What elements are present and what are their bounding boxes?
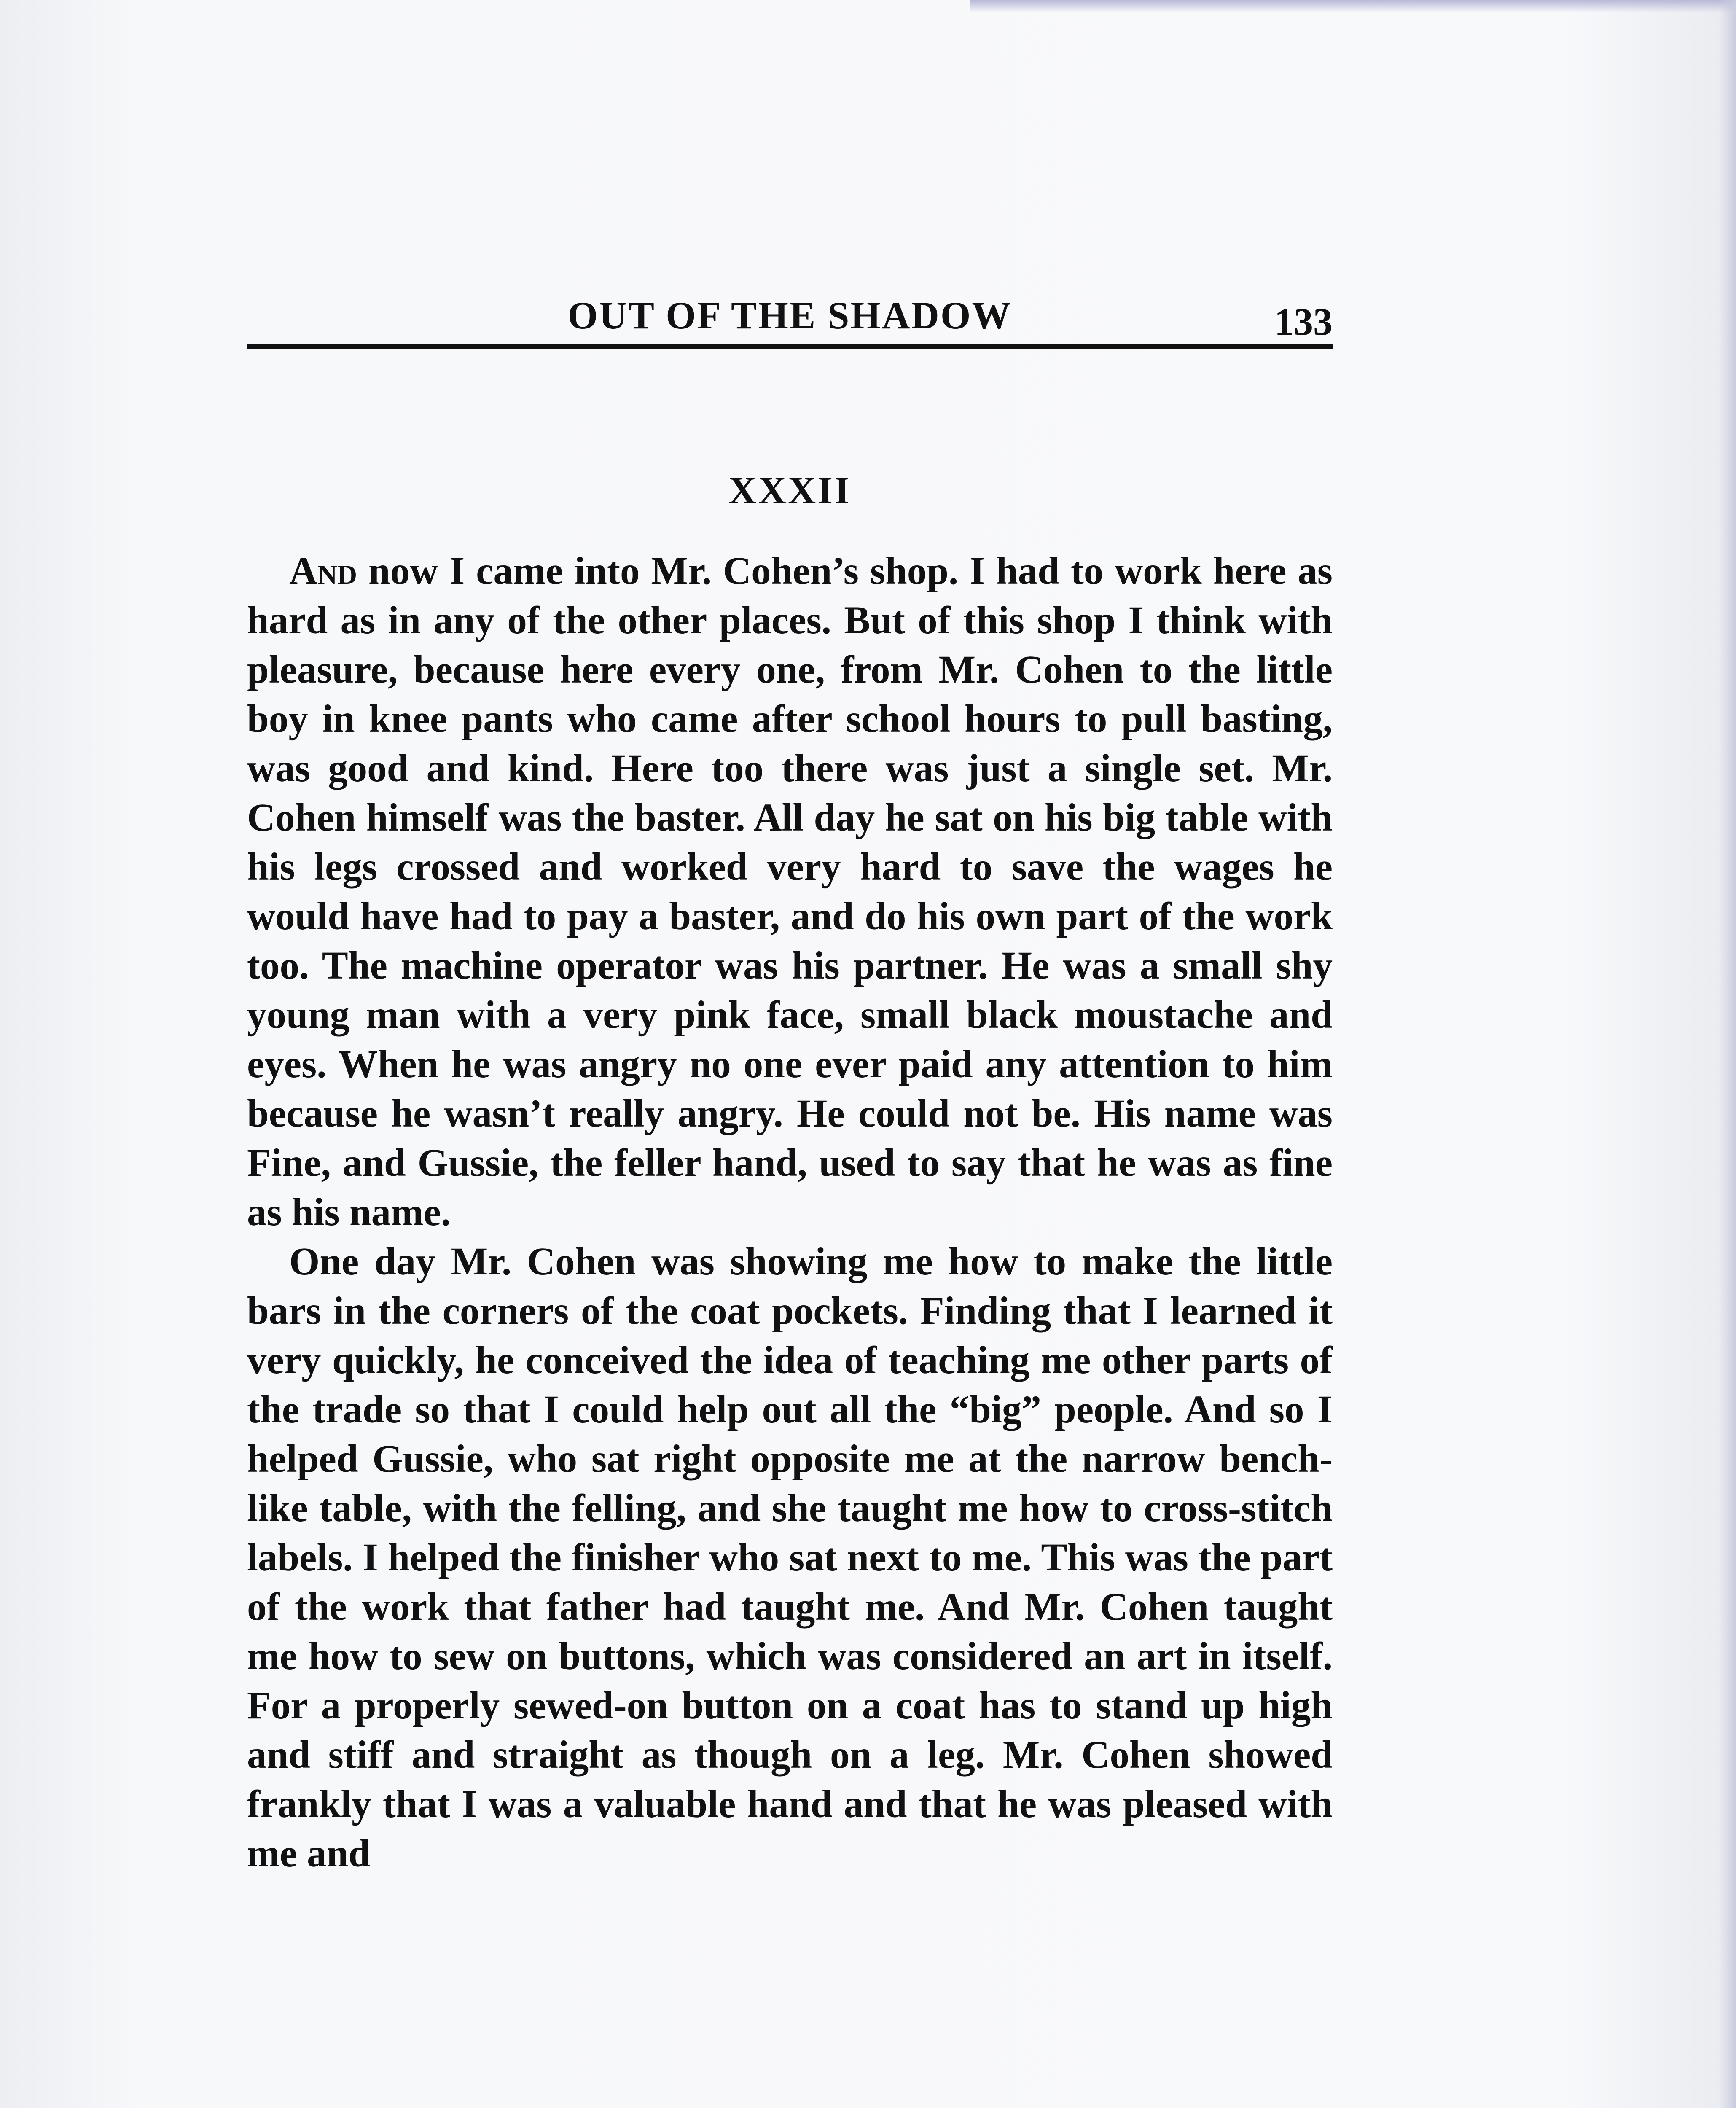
body-text <box>247 546 1333 1878</box>
paragraph-text: now I came into Mr. Cohen’s shop. I had to work here as hard as in any of the other places. But of this shop I think with pleasure, because here every one, from Mr. Cohen to the little boy in knee pants who came after school hours to pull basting, was good and kind. Here too there was just a single set. Mr. Cohen himself was the baster. All day he sat on his big table with his legs crossed and worked very hard to save the wages he would have had to pay a baster, and do his own part of the work too. The machine operator was his partner. He was a small shy young man with a very pink face, small black moustache and eyes. When he was angry no one ever paid any attention to him because he wasn’t really angry. He could not be. His name was Fine, and Gussie, the feller hand, used to say that he was as fine as his name. <box>247 549 1333 1234</box>
chapter-number: XXXII <box>728 469 851 512</box>
scan-edge-right <box>1719 0 1736 2108</box>
running-head <box>247 270 1333 343</box>
running-title: OUT OF THE SHADOW <box>567 294 1012 337</box>
paragraph-lead-word: And <box>289 549 357 593</box>
scan-edge-top <box>970 0 1736 13</box>
header-rule <box>247 344 1333 349</box>
book-page <box>247 270 1333 1878</box>
paragraph-2 <box>247 1237 1333 1878</box>
page-number: 133 <box>1274 300 1333 343</box>
paragraph-text: One day Mr. Cohen was showing me how to make the little bars in the corners of the coat pockets. Finding that I learned it very quickly, he conceived the idea of teaching me other parts of the trade so that I could help out all the “big” people. And so I helped Gussie, who sat right opposite me at the narrow bench-like table, with the felling, and she taught me how to cross-stitch labels. I helped the finisher who sat next to me. This was the part of the work that father had taught me. And Mr. Cohen taught me how to sew on buttons, which was considered an art in itself. For a properly sewed-on button on a coat has to stand up high and stiff and straight as though on a leg. Mr. Cohen showed frankly that I was a valuable hand and that he was pleased with me and <box>247 1240 1333 1875</box>
paragraph-1 <box>247 546 1333 1237</box>
